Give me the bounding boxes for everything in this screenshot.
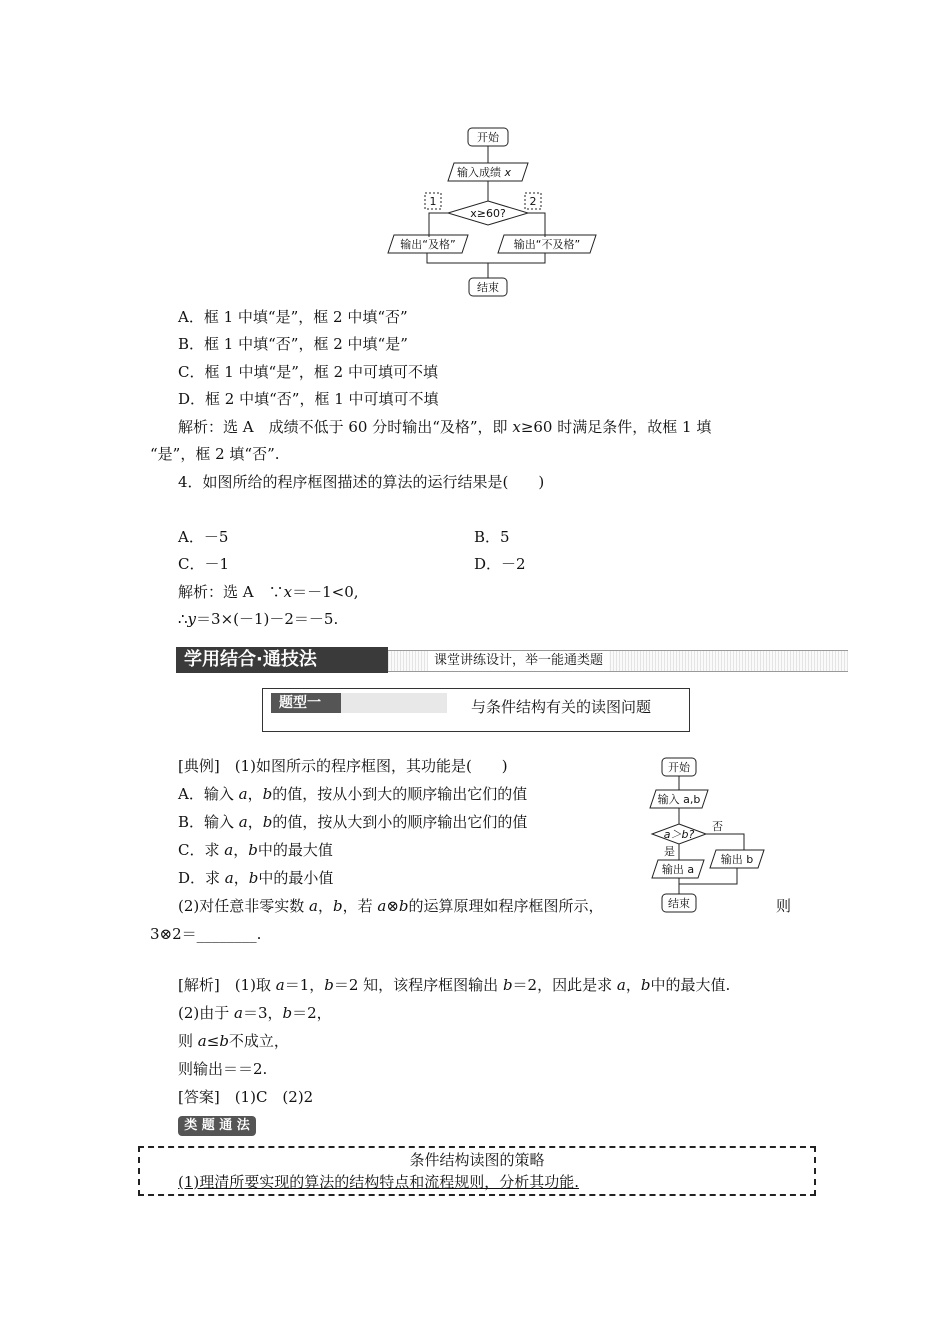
q3-analysis-line2: “是”，框 2 填“否”. [150, 445, 280, 463]
flowchart-grade [380, 125, 600, 300]
answer-line: [答案] (1)C (2)2 [178, 1088, 314, 1106]
question-type-title: 与条件结构有关的读图问题 [471, 698, 652, 716]
svg-text:是: 是 [664, 845, 675, 858]
example-part2-line1: (2)对任意非零实数 a，b，若 a⊗b的运算原理如程序框图所示， [178, 897, 604, 915]
q4-analysis-line1: 解析：选 A ∵x＝－1<0, [178, 583, 359, 601]
svg-text:x≥60?: x≥60? [470, 207, 506, 220]
method-tag: 类 题 通 法 [178, 1116, 256, 1136]
q4-option-a: A．－5 [178, 528, 229, 546]
question-type-tag: 题型一 [271, 693, 447, 713]
svg-text:否: 否 [712, 820, 723, 833]
svg-text:输出“及格”: 输出“及格” [400, 238, 456, 251]
example-option-c: C．求 a，b中的最大值 [178, 841, 333, 859]
example-part2-then: 则 [776, 897, 792, 915]
banner-title: 学用结合·通技法 [176, 647, 388, 673]
solution-line4: 则输出＝＝2. [178, 1060, 268, 1078]
banner-subtitle-bar [388, 650, 848, 672]
solution-line2: (2)由于 a＝3，b＝2， [178, 1004, 332, 1022]
flowchart-max [642, 752, 772, 916]
q4-option-d: D．－2 [474, 555, 526, 573]
example-part2-line2: 3⊗2＝________. [150, 925, 262, 943]
banner-subtitle: 课堂讲练设计，举一能通类题 [428, 651, 609, 671]
method-text: (1)理清所要实现的算法的结构特点和流程规则，分析其功能. [178, 1173, 580, 1191]
svg-text:输入 a,b: 输入 a,b [657, 793, 701, 806]
svg-text:a＞b?: a＞b? [663, 828, 695, 841]
example-option-b: B．输入 a，b的值，按从大到小的顺序输出它们的值 [178, 813, 528, 831]
q4-option-b: B．5 [474, 528, 510, 546]
q4-analysis-line2: ∴y＝3×(－1)－2＝－5. [178, 610, 339, 628]
svg-text:输出“不及格”: 输出“不及格” [513, 238, 581, 251]
q3-option-b: B．框 1 中填“否”，框 2 中填“是” [178, 335, 408, 353]
example-option-d: D．求 a，b中的最小值 [178, 869, 334, 887]
q3-option-d: D．框 2 中填“否”，框 1 中可填可不填 [178, 390, 439, 408]
svg-text:结束: 结束 [477, 281, 499, 294]
q4-option-c: C．－1 [178, 555, 230, 573]
svg-text:开始: 开始 [477, 131, 499, 144]
example-stem: [典例] (1)如图所示的程序框图，其功能是( ) [178, 757, 508, 775]
svg-text:输入成绩 x: 输入成绩 x [456, 166, 512, 179]
svg-text:输出 a: 输出 a [661, 863, 695, 876]
q3-option-a: A．框 1 中填“是”，框 2 中填“否” [178, 308, 408, 326]
q3-option-c: C．框 1 中填“是”，框 2 中可填可不填 [178, 363, 438, 381]
section-banner [176, 647, 848, 673]
method-title: 条件结构读图的策略 [409, 1151, 545, 1169]
q3-analysis-line1: 解析：选 A 成绩不低于 60 分时输出“及格”，即 x≥60 时满足条件，故框 1 填 [178, 418, 712, 436]
svg-text:2: 2 [529, 195, 537, 208]
svg-text:1: 1 [429, 195, 437, 208]
example-option-a: A．输入 a，b的值，按从小到大的顺序输出它们的值 [178, 785, 528, 803]
method-box [138, 1146, 816, 1196]
solution-line1: [解析] (1)取 a＝1，b＝2 知，该程序框图输出 b＝2，因此是求 a，b中的最大值. [178, 976, 731, 994]
solution-line3: 则 a≤b不成立， [178, 1032, 289, 1050]
q4-stem: 4．如图所给的程序框图描述的算法的运行结果是( ) [178, 473, 545, 491]
svg-text:输出 b: 输出 b [720, 853, 754, 866]
svg-text:开始: 开始 [668, 761, 690, 774]
question-type-box [262, 688, 690, 732]
svg-text:结束: 结束 [668, 897, 690, 910]
